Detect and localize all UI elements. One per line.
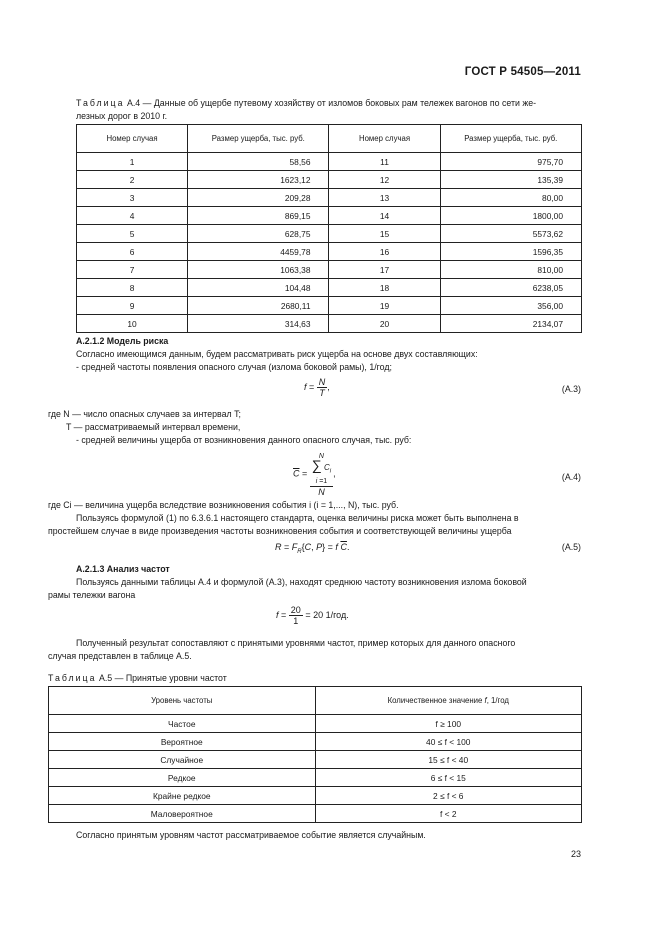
section-title-model: А.2.1.2 Модель риска [76,336,169,346]
column-header: Размер ущерба, тыс. руб. [188,125,329,153]
definition-n: где N — число опасных случаев за интервал T; [48,409,241,419]
paragraph: Пользуясь формулой (1) по 6.3.6.1 настоящего стандарта, оценка величины риска может быть выполнена в [76,513,519,523]
table-a5-caption: Таблица А.5 — Принятые уровни частот [48,673,227,683]
standard-header: ГОСТ Р 54505—2011 [464,66,581,78]
paragraph-cont: простейшем случае в виде произведения частоты возникновения события и соответствующей величины ущерба [48,526,512,536]
formula-a4: $\overline{C}$ = N ∑ $C_i$ i =1 N , [293,453,336,497]
section-title-frequency: А.2.1.3 Анализ частот [76,564,170,574]
paragraph-cont: рамы тележки вагона [48,590,136,600]
table-row: Маловероятное f < 2 [49,805,582,823]
table-row: 10 314,63 20 2134,07 [77,315,582,333]
table-row: Частое f ≥ 100 [49,715,582,733]
table-row: Случайное 15 ≤ f < 40 [49,751,582,769]
table-a5 [48,686,582,823]
conclusion: Согласно принятым уровням частот рассматриваемое событие является случайным. [76,830,426,840]
paragraph-cont: случая представлен в таблице А.5. [48,651,192,661]
definition-c: где Ci — величина ущерба вследствие возникновения события i (i = 1,..., N), тыс. руб. [48,500,399,510]
column-header: Номер случая [77,125,188,153]
table-row: Вероятное 40 ≤ f < 100 [49,733,582,751]
column-header: Размер ущерба, тыс. руб. [440,125,581,153]
table-row: Крайне редкое 2 ≤ f < 6 [49,787,582,805]
paragraph: Полученный результат сопоставляют с принятыми уровнями частот, пример которых для данного опасного [76,638,516,648]
table-row: 8 104,48 18 6238,05 [77,279,582,297]
column-header: Количественное значение f, 1/год [315,687,582,715]
definition-t: T — рассматриваемый интервал времени, [66,422,241,432]
table-row: 2 1623,12 12 135,39 [77,171,582,189]
table-row: Редкое 6 ≤ f < 15 [49,769,582,787]
formula-a5: $R = F_R\{C$, P} = f $\overline{C}$. [275,542,350,555]
formula-frequency-result: f = $\frac{20}{1}$ = 20 1/год. [276,605,349,626]
table-header-row [77,125,582,153]
table-a4-caption: Таблица А.4 — Данные об ущербе путевому хозяйству от изломов боковых рам тележек вагонов по сети же- лезных дорог в 2010 г. [76,98,537,121]
table-row: 7 1063,38 17 810,00 [77,261,582,279]
table-row: 5 628,75 15 5573,62 [77,225,582,243]
equation-number: (А.4) [561,472,581,482]
equation-number: (А.3) [561,384,581,394]
table-row: 1 58,56 11 975,70 [77,153,582,171]
table-a4 [76,124,582,333]
table-row: 4 869,15 14 1800,00 [77,207,582,225]
equation-number: (А.5) [561,542,581,552]
table-row: 9 2680,11 19 356,00 [77,297,582,315]
paragraph: Согласно имеющимся данным, будем рассматривать риск ущерба на основе двух составляющих: [76,349,478,359]
column-header: Уровень частоты [49,687,316,715]
table-row: 6 4459,78 16 1596,35 [77,243,582,261]
column-header: Номер случая [329,125,440,153]
table-header-row [49,687,582,715]
paragraph: Пользуясь данными таблицы А.4 и формулой (А.3), находят среднюю частоту возникновения излома боковой [76,577,527,587]
formula-a3: f = $\frac{N}{T}$ , [304,377,330,398]
bullet-item: - средней величины ущерба от возникновения данного опасного случая, тыс. руб: [76,435,412,445]
page-number: 23 [570,849,581,859]
bullet-item: - средней частоты появления опасного случая (излома боковой рамы), 1/год; [76,362,392,372]
table-row: 3 209,28 13 80,00 [77,189,582,207]
